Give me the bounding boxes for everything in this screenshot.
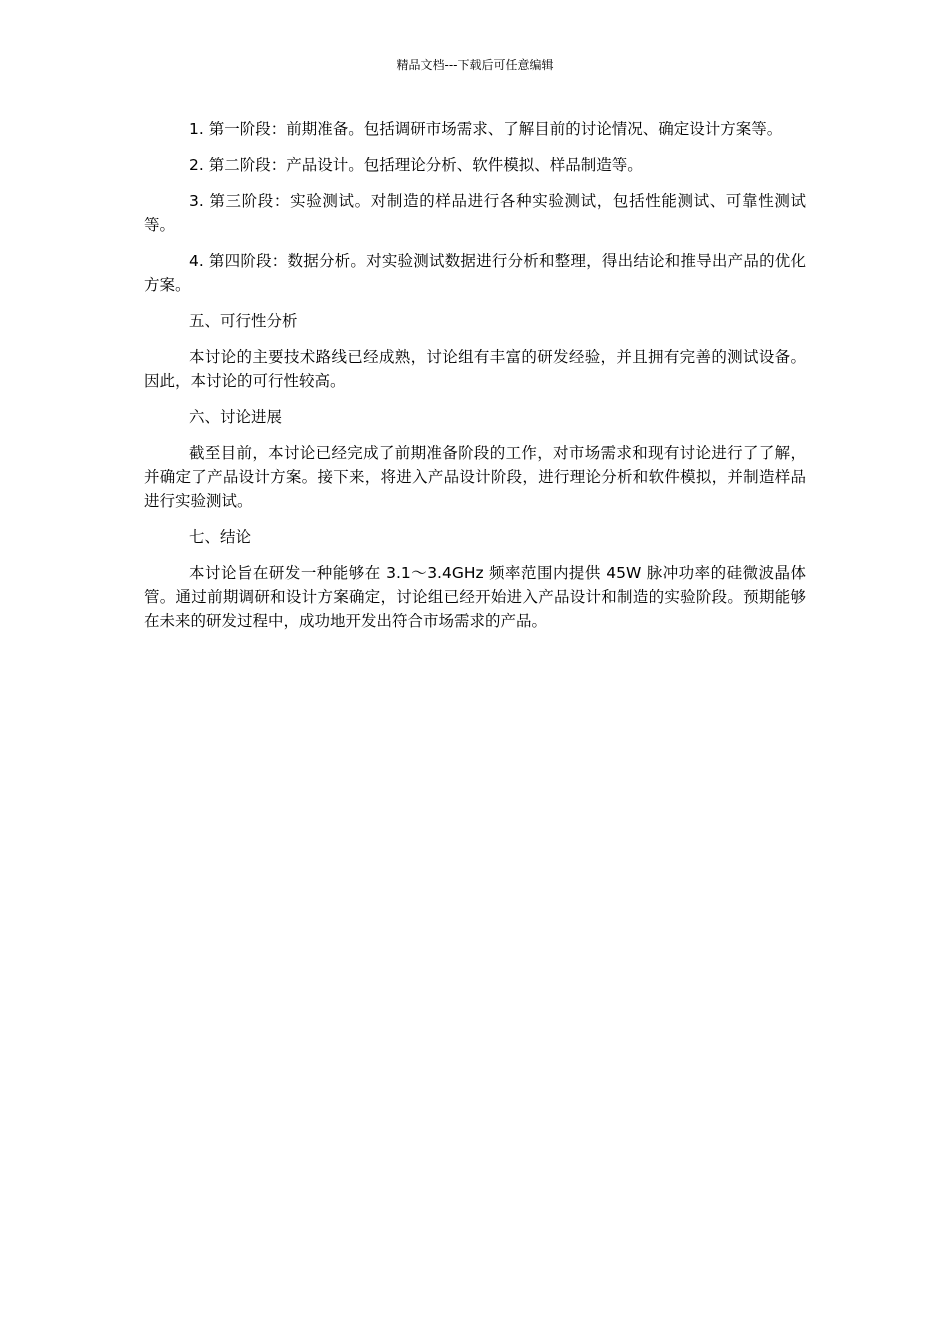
progress-heading: 六、讨论进展 bbox=[189, 408, 283, 426]
document-body bbox=[144, 117, 806, 645]
feasibility-paragraph: 本讨论的主要技术路线已经成熟，讨论组有丰富的研发经验，并且拥有完善的测试设备。因此，本讨论的可行性较高。 bbox=[144, 348, 806, 390]
phase-1-paragraph: 1. 第一阶段：前期准备。包括调研市场需求、了解目前的讨论情况、确定设计方案等。 bbox=[189, 120, 783, 138]
conclusion-heading: 七、结论 bbox=[189, 528, 252, 546]
phase-2-paragraph: 2. 第二阶段：产品设计。包括理论分析、软件模拟、样品制造等。 bbox=[189, 156, 643, 174]
phase-3-paragraph: 3. 第三阶段：实验测试。对制造的样品进行各种实验测试，包括性能测试、可靠性测试等。 bbox=[144, 192, 806, 234]
feasibility-heading: 五、可行性分析 bbox=[189, 312, 298, 330]
progress-paragraph: 截至目前，本讨论已经完成了前期准备阶段的工作，对市场需求和现有讨论进行了了解，并确定了产品设计方案。接下来，将进入产品设计阶段，进行理论分析和软件模拟，并制造样品进行实验测试。 bbox=[144, 444, 806, 510]
conclusion-paragraph: 本讨论旨在研发一种能够在 3.1～3.4GHz 频率范围内提供 45W 脉冲功率的硅微波晶体管。通过前期调研和设计方案确定，讨论组已经开始进入产品设计和制造的实验阶段。预期能够在未来的研发过程中，成功地开发出符合市场需求的产品。 bbox=[144, 564, 806, 630]
page-header: 精品文档---下载后可任意编辑 bbox=[396, 58, 554, 72]
phase-4-paragraph: 4. 第四阶段：数据分析。对实验测试数据进行分析和整理，得出结论和推导出产品的优化方案。 bbox=[144, 252, 806, 294]
